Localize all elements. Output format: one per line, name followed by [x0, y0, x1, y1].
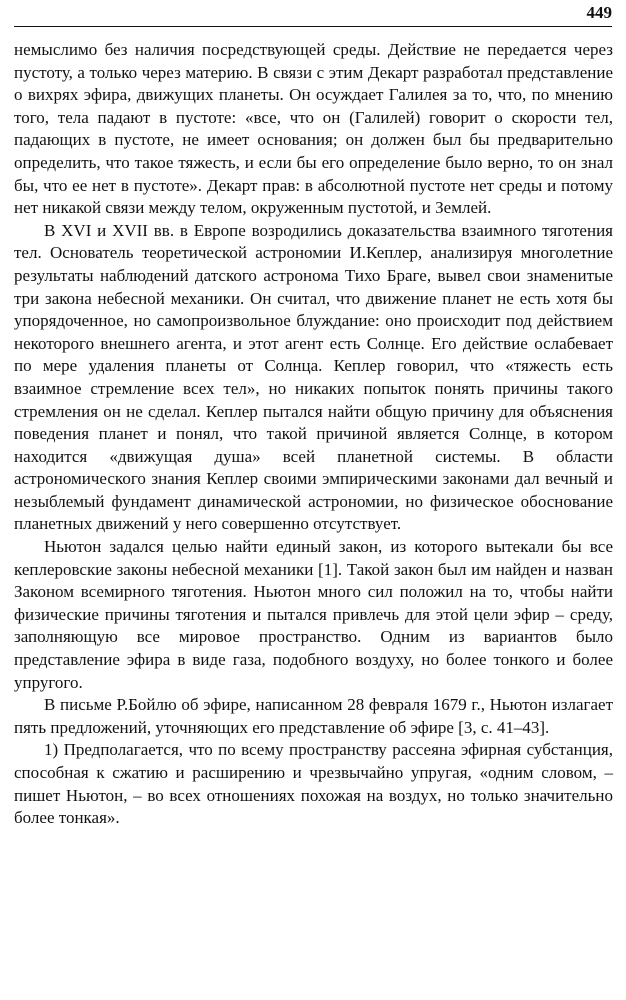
paragraph-1: немыслимо без наличия посредствующей среды. Действие не передается через пустоту, а только через материю. В связи с этим Декарт разработал представление о вихрях эфира, движущих планеты. Он осуждает Галилея за то, что, по мнению того, тела падают в пустоте: «все, что он (Галилей) говорит о скорости тел, падающих в пустоте, не имеет основания; он должен был бы предварительно определить, что такое тяжесть, и если бы его определение было верно, то он знал бы, что ее нет в пустоте». Декарт прав: в абсолютной пустоте нет среды и потому нет никакой связи между телом, окруженным пустотой, и Землей.: [14, 40, 613, 218]
page-number: 449: [586, 3, 612, 22]
paragraph-4: В письме Р.Бойлю об эфире, написанном 28 февраля 1679 г., Ньютон излагает пять предложений, уточняющих его представление об эфире [3, с. 41–43].: [14, 695, 613, 737]
paragraph-5: 1) Предполагается, что по всему пространству рассеяна эфирная субстанция, способная к сжатию и расширению и чрезвычайно упругая, «одним словом, – пишет Ньютон, – во всех отношениях похожая на воздух, но только значительно более тонкая».: [14, 740, 613, 828]
paragraph-3: Ньютон задался целью найти единый закон, из которого вытекали бы все кеплеровские законы небесной механики [1]. Такой закон был им найден и назван Законом всемирного тяготения. Ньютон много сил положил на то, чтобы найти физические причины тяготения и пытался привлечь для этой цели эфир – среду, заполняющую все мировое пространство. Одним из вариантов было представление эфира в виде газа, подобного воздуху, но более тонкого и более упругого.: [14, 537, 613, 692]
paragraph-2: В XVI и XVII вв. в Европе возродились доказательства взаимного тяготения тел. Основатель теоретической астрономии И.Кеплер, анализируя многолетние результаты наблюдений датского астронома Тихо Браге, вывел свои знаменитые три закона небесной механики. Он считал, что движение планет не есть хотя бы упорядоченное, но самопроизвольное блуждание: оно происходит под действием некоторого внешнего агента, и этот агент есть Солнце. Его действие ослабевает по мере удаления планеты от Солнца. Кеплер говорил, что «тяжесть есть взаимное стремление всех тел», но никаких попыток понять причины такого стремления он не сделал. Кеплер пытался найти общую причину для объяснения поведения планет и понял, что такой причиной является Солнце, в котором находится «движущая душа» всей планетной системы. В области астрономического знания Кеплер своими эмпирическими законами дал вечный и незыблемый фундамент динамической астрономии, но физическое обоснование планетных движений у него совершенно отсутствует.: [14, 220, 613, 534]
body-text: [14, 39, 613, 830]
header-rule: [14, 26, 612, 27]
